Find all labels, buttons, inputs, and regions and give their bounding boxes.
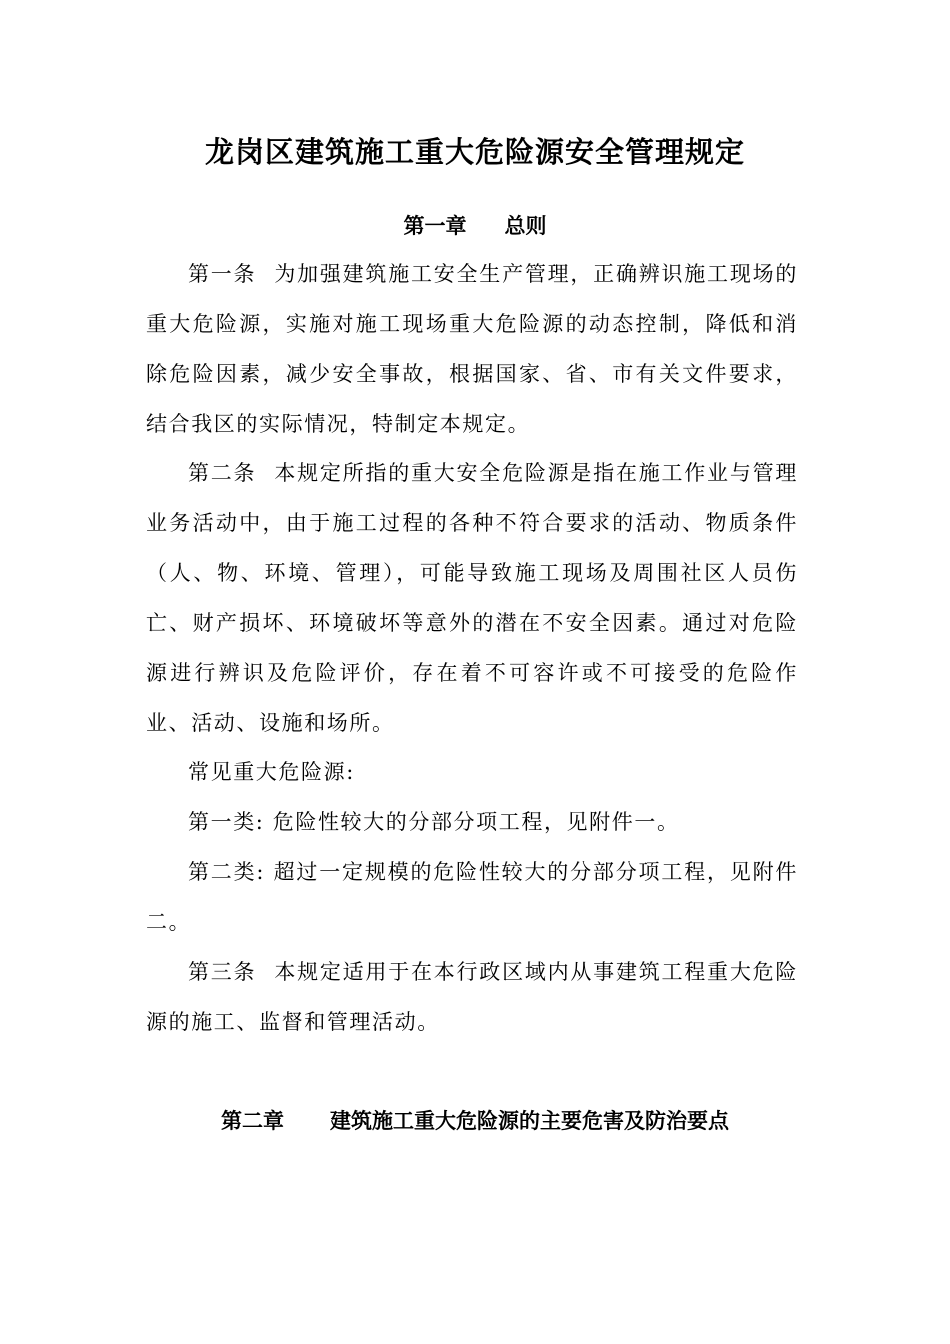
common-sources-item-1: 第一类: 危险性较大的分部分项工程，见附件一。: [188, 810, 680, 834]
chapter-2-title: 建筑施工重大危险源的主要危害及防治要点: [330, 1108, 729, 1133]
chapter-2-heading: [0, 1106, 950, 1136]
common-sources-item-2: 第二类: 超过一定规模的危险性较大的分部分项工程，见附件二。: [146, 860, 798, 934]
common-sources: [146, 747, 798, 947]
article-1-label: 第一条: [188, 262, 257, 286]
chapter-1-title: 总则: [504, 213, 547, 238]
article-1: [146, 249, 798, 449]
document-title: 龙岗区建筑施工重大危险源安全管理规定: [204, 135, 745, 169]
article-3-label: 第三条: [188, 960, 257, 984]
article-2-text: 本规定所指的重大安全危险源是指在施工作业与管理业务活动中，由于施工过程的各种不符合要求的活动、物质条件（人、物、环境、管理），可能导致施工现场及周围社区人员伤亡、财产损坏、环境破坏等意外的潜在不安全因素。通过对危险源进行辨识及危险评价，存在着不可容许或不可接受的危险作业、活动、设施和场所。: [146, 461, 798, 735]
article-3-text: 本规定适用于在本行政区域内从事建筑工程重大危险源的施工、监督和管理活动。: [146, 960, 798, 1034]
article-1-text: 为加强建筑施工安全生产管理，正确辨识施工现场的重大危险源，实施对施工现场重大危险源的动态控制，降低和消除危险因素，减少安全事故，根据国家、省、市有关文件要求，结合我区的实际情况，特制定本规定。: [146, 262, 798, 436]
article-1-paragraph: [146, 249, 798, 449]
article-3: [146, 947, 798, 1047]
article-3-paragraph: [146, 947, 798, 1047]
article-2-paragraph: [146, 448, 798, 748]
common-sources-heading: 常见重大危险源:: [188, 760, 355, 784]
chapter-1-number: 第一章: [403, 213, 467, 238]
article-2: [146, 448, 798, 748]
chapter-1-heading: [0, 211, 950, 241]
chapter-2-number: 第二章: [221, 1108, 284, 1133]
article-2-label: 第二条: [188, 461, 257, 485]
